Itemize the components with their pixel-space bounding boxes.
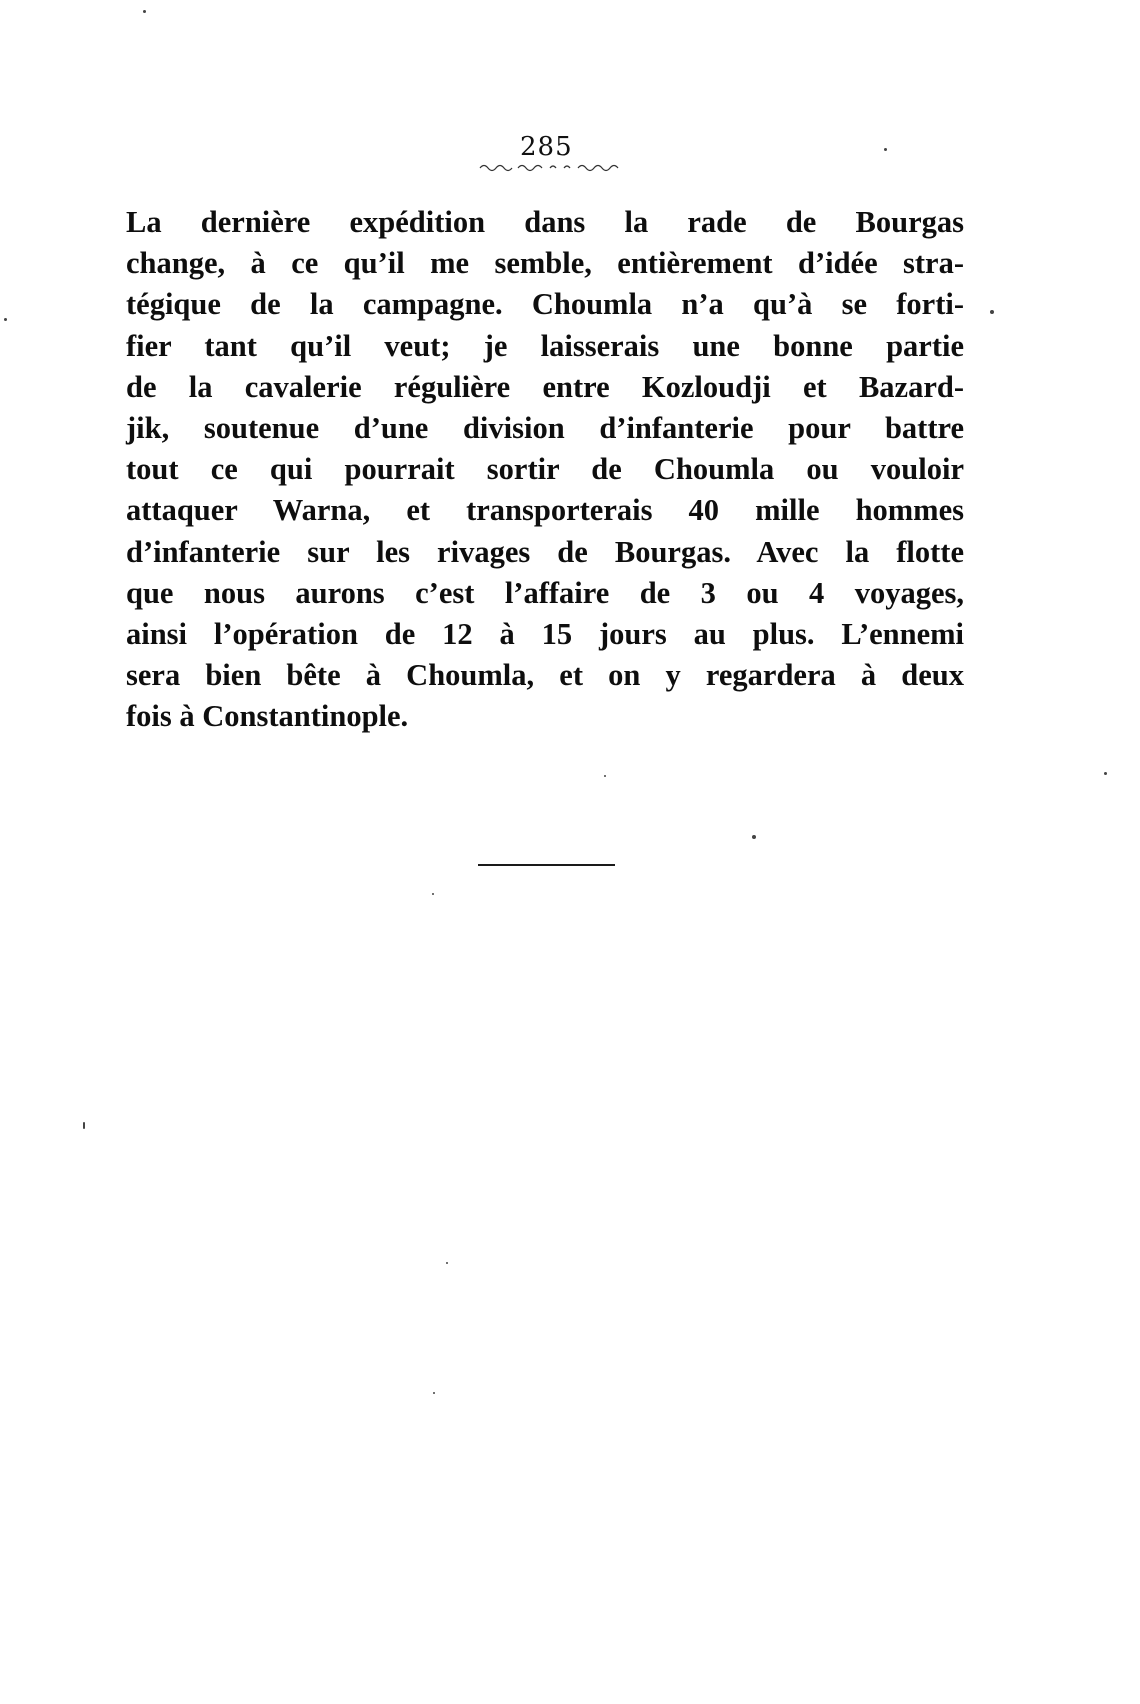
text-line: change, à ce qu’il me semble, entièrement d’idée stra- — [126, 246, 964, 281]
scan-speck — [4, 318, 7, 321]
text-line: ainsi l’opération de 12 à 15 jours au plus. L’ennemi — [126, 616, 964, 651]
text-line: de la cavalerie régulière entre Kozloudji et Bazard- — [126, 369, 964, 404]
scan-speck — [83, 1122, 85, 1129]
scan-speck — [884, 148, 887, 151]
section-rule — [478, 864, 615, 866]
text-line: attaquer Warna, et transporterais 40 mille hommes — [126, 493, 964, 528]
text-line: fier tant qu’il veut; je laisserais une bonne partie — [126, 328, 964, 363]
text-line: tégique de la campagne. Choumla n’a qu’à se forti- — [126, 287, 964, 322]
scan-speck — [446, 1262, 448, 1264]
scan-speck — [990, 310, 994, 314]
scan-speck — [433, 1392, 435, 1394]
scan-speck — [1104, 772, 1107, 775]
text-line: sera bien bête à Choumla, et on y regardera à deux — [126, 658, 964, 693]
text-line: jik, soutenue d’une division d’infanterie pour battre — [126, 410, 964, 445]
scan-speck — [432, 893, 434, 895]
text-line: La dernière expédition dans la rade de Bourgas — [126, 205, 964, 239]
scan-speck — [752, 835, 756, 839]
scan-speck — [143, 10, 146, 13]
text-line: que nous aurons c’est l’affaire de 3 ou 4 voyages, — [126, 575, 964, 610]
page-number: 285 — [520, 132, 573, 162]
text-line: fois à Constantinople. — [126, 699, 409, 734]
text-line: d’infanterie sur les rivages de Bourgas. Avec la flotte — [126, 534, 964, 569]
wavy-ornament — [478, 160, 620, 174]
body-paragraph — [126, 202, 964, 737]
scan-speck — [604, 775, 606, 777]
text-line: tout ce qui pourrait sortir de Choumla ou vouloir — [126, 452, 964, 487]
